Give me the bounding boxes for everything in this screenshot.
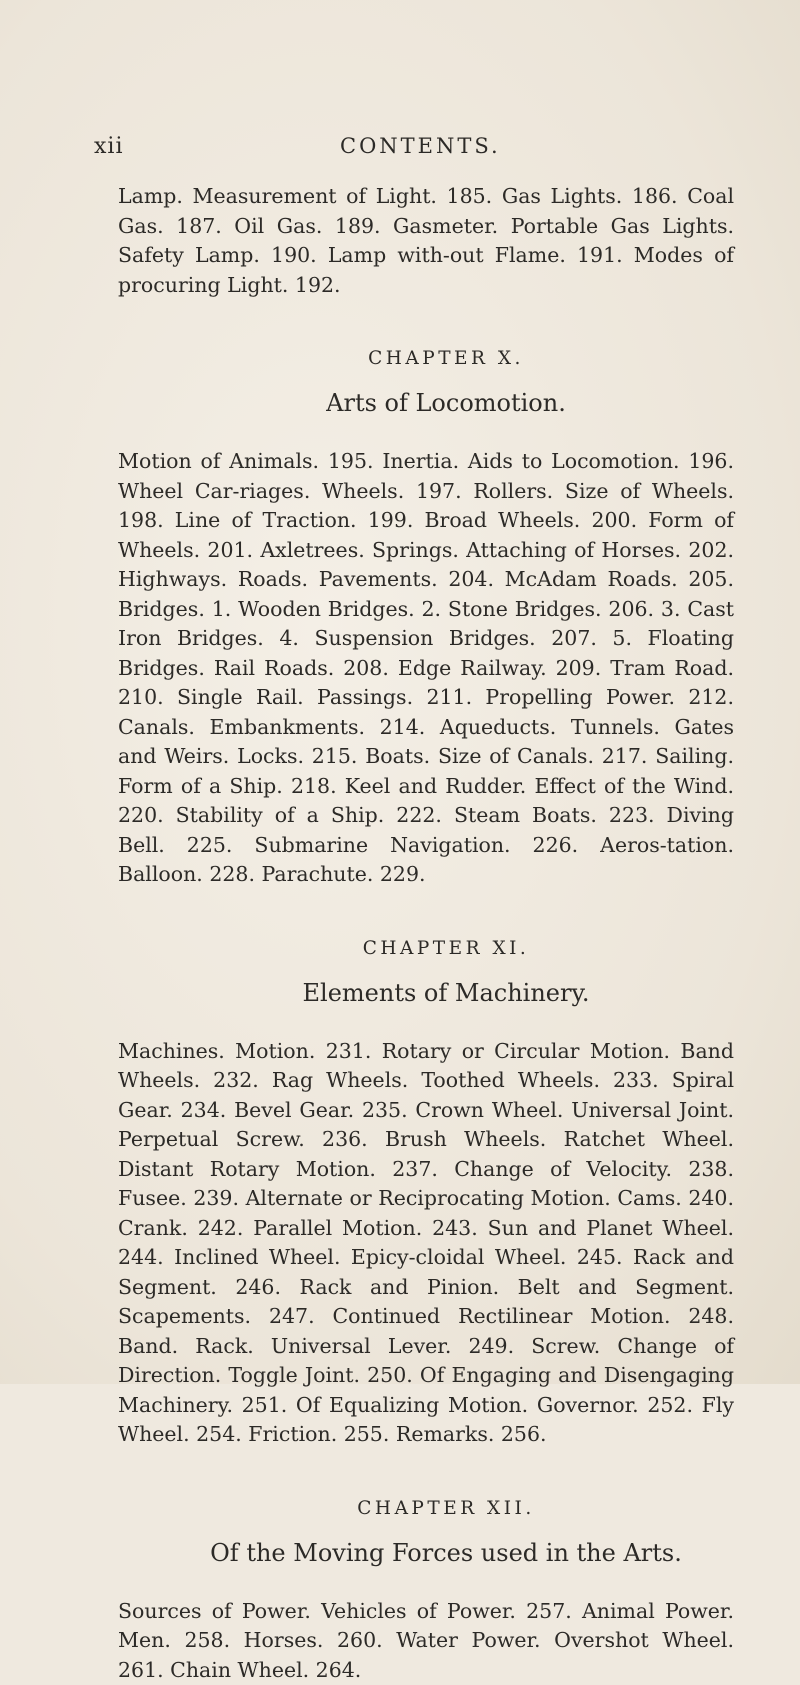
contents-body: [118, 182, 734, 1685]
chapter-11-contents: Machines. Motion. 231. Rotary or Circular Motion. Band Wheels. 232. Rag Wheels. Toothed Wheels. 233. Spiral Gear. 234. Bevel Gear. 235. Crown Wheel. Universal Joint. Perpetual Screw. 236. Brush Wheels. Ratchet Wheel. Distant Rotary Motion. 237. Change of Velocity. 238. Fusee. 239. Alternate or Reciprocating Motion. Cams. 240. Crank. 242. Parallel Motion. 243. Sun and Planet Wheel. 244. Inclined Wheel. Epicy-cloidal Wheel. 245. Rack and Segment. 246. Rack and Pinion. Belt and Segment. Scapements. 247. Continued Rectilinear Motion. 248. Band. Rack. Universal Lever. 249. Screw. Change of Direction. Toggle Joint. 250. Of Engaging and Disengaging Machinery. 251. Of Equalizing Motion. Governor. 252. Fly Wheel. 254. Friction. 255. Remarks. 256.: [118, 1037, 734, 1450]
running-head: [94, 134, 730, 160]
chapter-12-contents: Sources of Power. Vehicles of Power. 257. Animal Power. Men. 258. Horses. 260. Water Power. Overshot Wheel. 261. Chain Wheel. 264.: [118, 1597, 734, 1685]
chapter-11-title: Elements of Machinery.: [118, 979, 734, 1007]
chapter-10-title: Arts of Locomotion.: [118, 389, 734, 417]
chapter-12-heading: CHAPTER XII.: [118, 1498, 734, 1519]
chapter-10-heading: CHAPTER X.: [118, 348, 734, 369]
running-title: CONTENTS.: [340, 134, 501, 158]
chapter-10-contents: Motion of Animals. 195. Inertia. Aids to Locomotion. 196. Wheel Car-riages. Wheels. 197. Rollers. Size of Wheels. 198. Line of Traction. 199. Broad Wheels. 200. Form of Wheels. 201. Axletrees. Springs. Attaching of Horses. 202. Highways. Roads. Pavements. 204. McAdam Roads. 205. Bridges. 1. Wooden Bridges. 2. Stone Bridges. 206. 3. Cast Iron Bridges. 4. Suspension Bridges. 207. 5. Floating Bridges. Rail Roads. 208. Edge Railway. 209. Tram Road. 210. Single Rail. Passings. 211. Propelling Power. 212. Canals. Embankments. 214. Aqueducts. Tunnels. Gates and Weirs. Locks. 215. Boats. Size of Canals. 217. Sailing. Form of a Ship. 218. Keel and Rudder. Effect of the Wind. 220. Stability of a Ship. 222. Steam Boats. 223. Diving Bell. 225. Submarine Navigation. 226. Aeros-tation. Balloon. 228. Parachute. 229.: [118, 447, 734, 890]
page-number: xii: [94, 134, 123, 159]
chapter-11-heading: CHAPTER XI.: [118, 938, 734, 959]
chapter-12-title: Of the Moving Forces used in the Arts.: [118, 1539, 734, 1567]
intro-paragraph: Lamp. Measurement of Light. 185. Gas Lights. 186. Coal Gas. 187. Oil Gas. 189. Gasmeter. Portable Gas Lights. Safety Lamp. 190. Lamp with-out Flame. 191. Modes of procuring Light. 192.: [118, 182, 734, 300]
